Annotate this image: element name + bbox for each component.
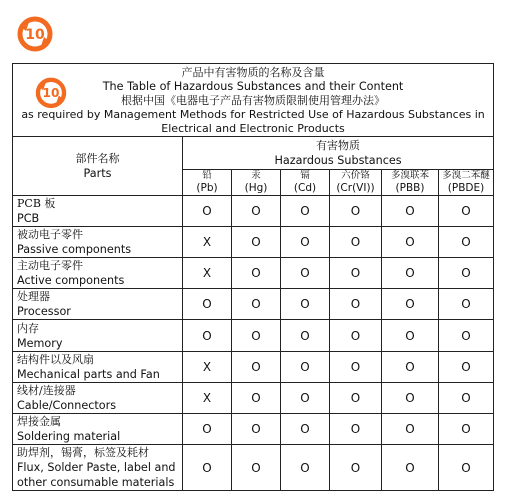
value-cell: O bbox=[439, 196, 494, 227]
value-cell: O bbox=[281, 196, 330, 227]
subtitle-en: as required by Management Methods for Restricted Use of Hazardous Substances in Electrical and Electronic Products bbox=[21, 108, 485, 135]
value-cell: O bbox=[330, 196, 382, 227]
value-cell: O bbox=[281, 383, 330, 414]
table-header bbox=[13, 64, 494, 137]
substance-header-cd: 镉 (Cd) bbox=[281, 170, 330, 196]
table-row bbox=[13, 383, 494, 414]
table-row bbox=[13, 227, 494, 258]
value-cell: O bbox=[232, 414, 281, 445]
value-cell: O bbox=[232, 289, 281, 320]
value-cell: O bbox=[281, 352, 330, 383]
value-cell: O bbox=[330, 352, 382, 383]
value-cell: O bbox=[281, 414, 330, 445]
part-name: PCB 板 PCB bbox=[13, 196, 183, 227]
value-cell: O bbox=[330, 414, 382, 445]
value-cell: O bbox=[439, 289, 494, 320]
table-row bbox=[13, 445, 494, 491]
substance-header-pbb: 多溴联苯 (PBB) bbox=[382, 170, 439, 196]
value-cell: O bbox=[382, 196, 439, 227]
value-cell: O bbox=[183, 445, 232, 491]
value-cell: O bbox=[330, 258, 382, 289]
substance-header-pb: 铅 (Pb) bbox=[183, 170, 232, 196]
value-cell: O bbox=[382, 414, 439, 445]
value-cell: O bbox=[183, 196, 232, 227]
value-cell: O bbox=[439, 414, 494, 445]
value-cell: O bbox=[439, 320, 494, 352]
part-name: 线材/连接器 Cable/Connectors bbox=[13, 383, 183, 414]
value-cell: O bbox=[439, 352, 494, 383]
part-name: 内存 Memory bbox=[13, 320, 183, 352]
part-name: 焊接金属 Soldering material bbox=[13, 414, 183, 445]
value-cell: O bbox=[382, 383, 439, 414]
table-row bbox=[13, 196, 494, 227]
value-cell: O bbox=[281, 258, 330, 289]
value-cell: O bbox=[232, 445, 281, 491]
substance-header-pbde: 多溴二苯醚 (PBDE) bbox=[439, 170, 494, 196]
part-name: 被动电子零件 Passive components bbox=[13, 227, 183, 258]
value-cell: X bbox=[183, 352, 232, 383]
value-cell: O bbox=[183, 414, 232, 445]
substance-header-cr6: 六价铬 (Cr(VI)) bbox=[330, 170, 382, 196]
value-cell: O bbox=[281, 227, 330, 258]
value-cell: X bbox=[183, 383, 232, 414]
table-row bbox=[13, 352, 494, 383]
value-cell: X bbox=[183, 258, 232, 289]
value-cell: O bbox=[330, 227, 382, 258]
part-name: 助焊剂，锡膏，标签及耗材 Flux, Solder Paste, label and other consumable materials bbox=[13, 445, 183, 491]
table-row bbox=[13, 258, 494, 289]
efup-10-logo-icon bbox=[31, 72, 71, 112]
substance-header-hg: 汞 (Hg) bbox=[232, 170, 281, 196]
table-row bbox=[13, 320, 494, 352]
value-cell: O bbox=[382, 258, 439, 289]
hazardous-substances-header: 有害物质 Hazardous Substances bbox=[183, 137, 494, 170]
value-cell: O bbox=[382, 320, 439, 352]
value-cell: O bbox=[232, 352, 281, 383]
value-cell: X bbox=[183, 227, 232, 258]
value-cell: O bbox=[330, 383, 382, 414]
value-cell: O bbox=[382, 445, 439, 491]
value-cell: O bbox=[281, 289, 330, 320]
value-cell: O bbox=[281, 320, 330, 352]
efup-10-logo-icon bbox=[12, 10, 58, 56]
value-cell: O bbox=[439, 383, 494, 414]
part-name: 主动电子零件 Active components bbox=[13, 258, 183, 289]
table-row bbox=[13, 414, 494, 445]
part-name: 结构件以及风扇 Mechanical parts and Fan bbox=[13, 352, 183, 383]
parts-column-header: 部件名称 Parts bbox=[13, 137, 183, 196]
value-cell: O bbox=[330, 445, 382, 491]
value-cell: O bbox=[183, 320, 232, 352]
value-cell: O bbox=[232, 196, 281, 227]
logo-number: 10 bbox=[25, 27, 45, 43]
value-cell: O bbox=[382, 227, 439, 258]
value-cell: O bbox=[232, 320, 281, 352]
value-cell: O bbox=[281, 445, 330, 491]
value-cell: O bbox=[382, 352, 439, 383]
value-cell: O bbox=[382, 289, 439, 320]
value-cell: O bbox=[183, 289, 232, 320]
title-en: The Table of Hazardous Substances and their Content bbox=[102, 80, 404, 93]
title-zh: 产品中有害物质的名称及含量 bbox=[181, 66, 325, 79]
part-name: 处理器 Processor bbox=[13, 289, 183, 320]
subtitle-zh: 根据中国《电器电子产品有害物质限制使用管理办法》 bbox=[121, 94, 386, 107]
logo-number: 10 bbox=[42, 86, 60, 101]
value-cell: O bbox=[439, 258, 494, 289]
value-cell: O bbox=[439, 445, 494, 491]
value-cell: O bbox=[330, 320, 382, 352]
value-cell: O bbox=[232, 383, 281, 414]
value-cell: O bbox=[232, 258, 281, 289]
table-row bbox=[13, 289, 494, 320]
hazardous-substances-table bbox=[12, 63, 494, 491]
value-cell: O bbox=[330, 289, 382, 320]
value-cell: O bbox=[232, 227, 281, 258]
value-cell: O bbox=[439, 227, 494, 258]
